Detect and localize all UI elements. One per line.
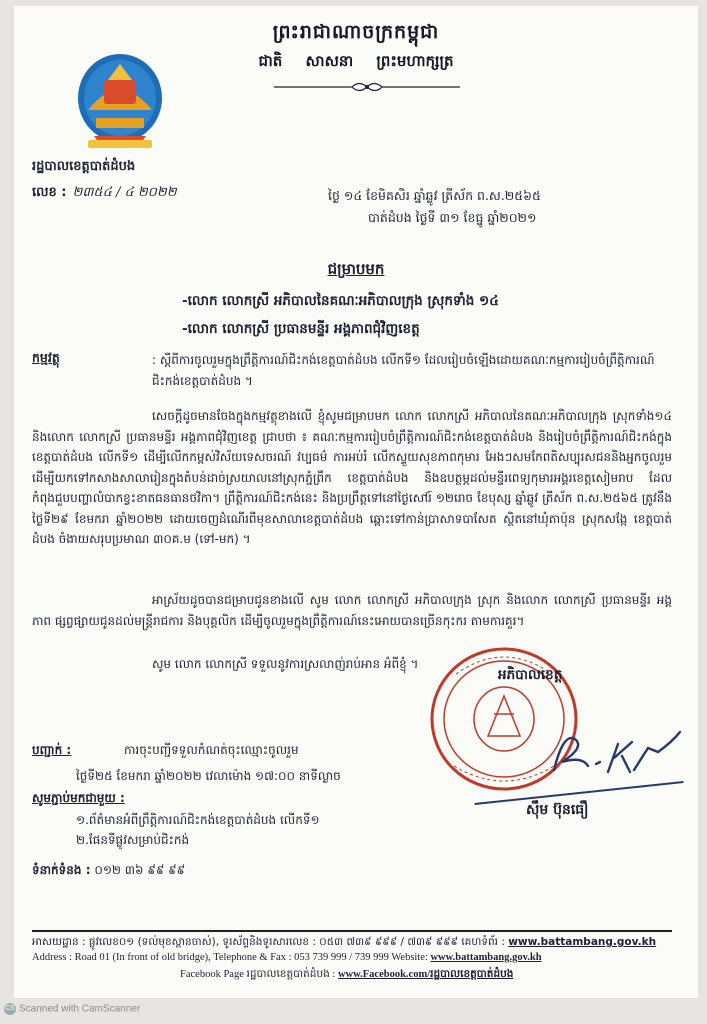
handwritten-signature-icon (544, 726, 684, 782)
contact-info (32, 862, 185, 880)
contact-phone: ០១២ ៣៦ ៩៩ ៩៩ (94, 863, 186, 877)
attachments-label: សូមភ្ជាប់មកជាមួយ : (32, 791, 125, 805)
footer-address-khmer (32, 936, 682, 951)
attachment-item: ១.ព័ត៌មានអំពីព្រឹត្តិការណ៍ជិះកង់ខេត្តបាត់ដំបង លើកទី១ (76, 813, 320, 827)
recipient-line: -លោក លោកស្រី អភិបាលនៃគណៈអភិបាលក្រុង ស្រុកទាំង ១៤ (182, 293, 499, 309)
national-motto: ជាតិ សាសនា ព្រះមហាក្សត្រ (258, 52, 454, 70)
website-link[interactable]: www.battambang.gov.kh (430, 952, 542, 963)
body-paragraph-2 (32, 590, 672, 631)
ornament-divider-icon (272, 80, 462, 94)
reference-value: ២៣៥៤ / ៤ ២០២២ (72, 185, 177, 200)
contact-label: ទំនាក់ទំនង : (32, 863, 91, 877)
camscanner-icon: CS (4, 1003, 16, 1015)
attachment-item: ២.ផែនទីផ្លូវសម្រាប់ជិះកង់ (76, 833, 190, 847)
letter-heading: ជម្រាបមក (327, 260, 385, 278)
footer-address-english-text: Address : Road 01 (In front of old bridge), Telephone & Fax : 053 739 999 / 739 999 Website: (32, 952, 428, 963)
subject-label: កម្មវត្ថុ (32, 350, 60, 365)
footer-facebook (180, 968, 513, 983)
reference-label: លេខ : (32, 185, 67, 200)
scanner-watermark (4, 1003, 140, 1015)
reference-number (32, 184, 177, 203)
solar-date: បាត់ដំបង ថ្ងៃទី ៣១ ខែធ្នូ ឆ្នាំ២០២១ (368, 210, 537, 225)
body-paragraph-1-text: សេចក្តីដូចមានចែងក្នុងកម្មវត្ថុខាងលើ ខ្ញុំសូមជម្រាបមក លោក លោកស្រី អភិបាលនៃគណៈអភិបាលក្រុង ស្រុកទាំង១៤ និងលោក លោកស្រី ប្រធានមន្ទីរ អង្គភាពជុំវិញខេត្ត ជ្រាបថា ៖ គណៈកម្មការរៀបចំព្រឹត្តិការណ៍ជិះកង់ខេត្តបាត់ដំបង និងរៀបចំព្រឹត្តិការណ៍ជិះកង់ក្នុងខេត្តបាត់ដំបង លើកទី១ ដើម្បីលើកកម្ពស់វិស័យទេសចរណ៍ វប្បធម៌ ការអប់រំ លើកស្ទួយសុខភាពកុមារ អែងៗសមកែពតិសប្បុរសជននិងអ្នកចូលរួម ដើម្បីយកទៅកសាងសាលារៀនក្នុងតំបន់ដាច់ស្រយាលនៅស្រុកភ្នំព្រឹក ខេត្តបាត់ដំបង និងឧបត្ថម្ភដល់មន្ទីរពេទ្យកុមារអង្គរខេត្តសៀមរាប ដែលកំពុងជួបបញ្ហាលំបាកខ្វះខាតធនធានថវិកា។ ព្រឹត្តិការណ៍ជិះកង់នេះ និងប្រព្រឹត្តទៅនៅថ្ងៃសៅរ៍ ១២រោច ខែបុស្ស ឆ្នាំឆ្លូវ ត្រីស័ក ព.ស.២៥៦៥ ត្រូវនឹងថ្ងៃទី២៩ ខែមករា ឆ្នាំ២០២២ ដោយចេញដំណើរពីមុខសាលាខេត្តបាត់ដំបង ឆ្ពោះទៅកាន់ប្រាសាទបាសែត ស្ថិតនៅឃុំតាប៉ុន ស្រុកសង្កែ ខេត្តបាត់ដំបង ចំងាយសរុបប្រមាណ ៣០គ.ម (ទៅ-មក) ។ (32, 409, 672, 546)
body-paragraph-1 (32, 406, 672, 550)
scanner-text: Scanned with CamScanner (19, 1003, 141, 1015)
kingdom-heading: ព្រះរាជាណាចក្រកម្ពុជា (272, 21, 440, 43)
note-label: បញ្ជាក់ : (32, 743, 72, 757)
footer-address-english (32, 952, 542, 963)
provincial-emblem-icon (74, 50, 166, 152)
subject-text: : ស្តីពីការចូលរួមក្នុងព្រឹត្តិការណ៍ជិះកង់ខេត្តបាត់ដំបង លើកទី១ ដែលរៀបចំឡើងដោយគណៈកម្មការរៀបចំព្រឹត្តិការណ៍ជិះកង់ខេត្តបាត់ដំបង ។ (152, 353, 655, 388)
facebook-label: Facebook Page រដ្ឋបាលខេត្តបាត់ដំបង : (180, 969, 336, 980)
letter-page (14, 6, 698, 998)
note-line-2: ថ្ងៃទី២៥ ខែមករា ឆ្នាំ២០២២ វេលាម៉ោង ១៧:០០ នាទីល្ងាច (76, 769, 341, 783)
organization-name: រដ្ឋបាលខេត្តបាត់ដំបង (32, 159, 136, 174)
closing-line: សូម លោក លោកស្រី ទទួលនូវការស្រលាញ់រាប់អាន អំពីខ្ញុំ ។ (152, 657, 419, 671)
facebook-link[interactable]: www.Facebook.com/រដ្ឋបាលខេត្តបាត់ដំបង (337, 969, 514, 980)
website-link[interactable]: www.battambang.gov.kh (508, 936, 657, 948)
lunar-date: ថ្ងៃ ១៤ ខែមិគសិរ ឆ្នាំឆ្លូវ ត្រីស័ក ព.ស.២៥៦៥ (328, 188, 541, 203)
note-line-1: ការចុះបញ្ជីទទួលកំណត់ចុះឈ្មោះចូលរួម (124, 743, 299, 757)
signatory-name: ស៊ឹម ប៊ុនធឿ (526, 802, 589, 818)
footer-divider (32, 930, 672, 932)
signatory-title: អភិបាលខេត្ត (498, 667, 563, 683)
body-paragraph-2-text: អាស្រ័យដូចបានជម្រាបជូនខាងលើ សូម លោក លោកស្រី អភិបាលក្រុង ស្រុក និងលោក លោកស្រី ប្រធានមន្ទីរ អង្គភាព ផ្សព្វផ្សាយជូនដល់មន្ត្រីរាជការ និងបុគ្គលិក ដើម្បីចូលរួមក្នុងព្រឹត្តិការណ៍នេះអោយបានច្រើនកុះករ តាមការគួរ។ (32, 593, 672, 628)
recipient-line: -លោក លោកស្រី ប្រធានមន្ទីរ អង្គភាពជុំវិញខេត្ត (182, 321, 420, 337)
footer-address-khmer-text: អាសយដ្ឋាន : ផ្លូវលេខ០១ (ទល់មុខស្ពានចាស់), ទូរស័ព្ទនិងទូរសារលេខ : ០៥៣ ៧៣៩ ៩៩៩ / ៧៣៩ ៩៩៩ គេហទំព័រ : (32, 936, 505, 948)
